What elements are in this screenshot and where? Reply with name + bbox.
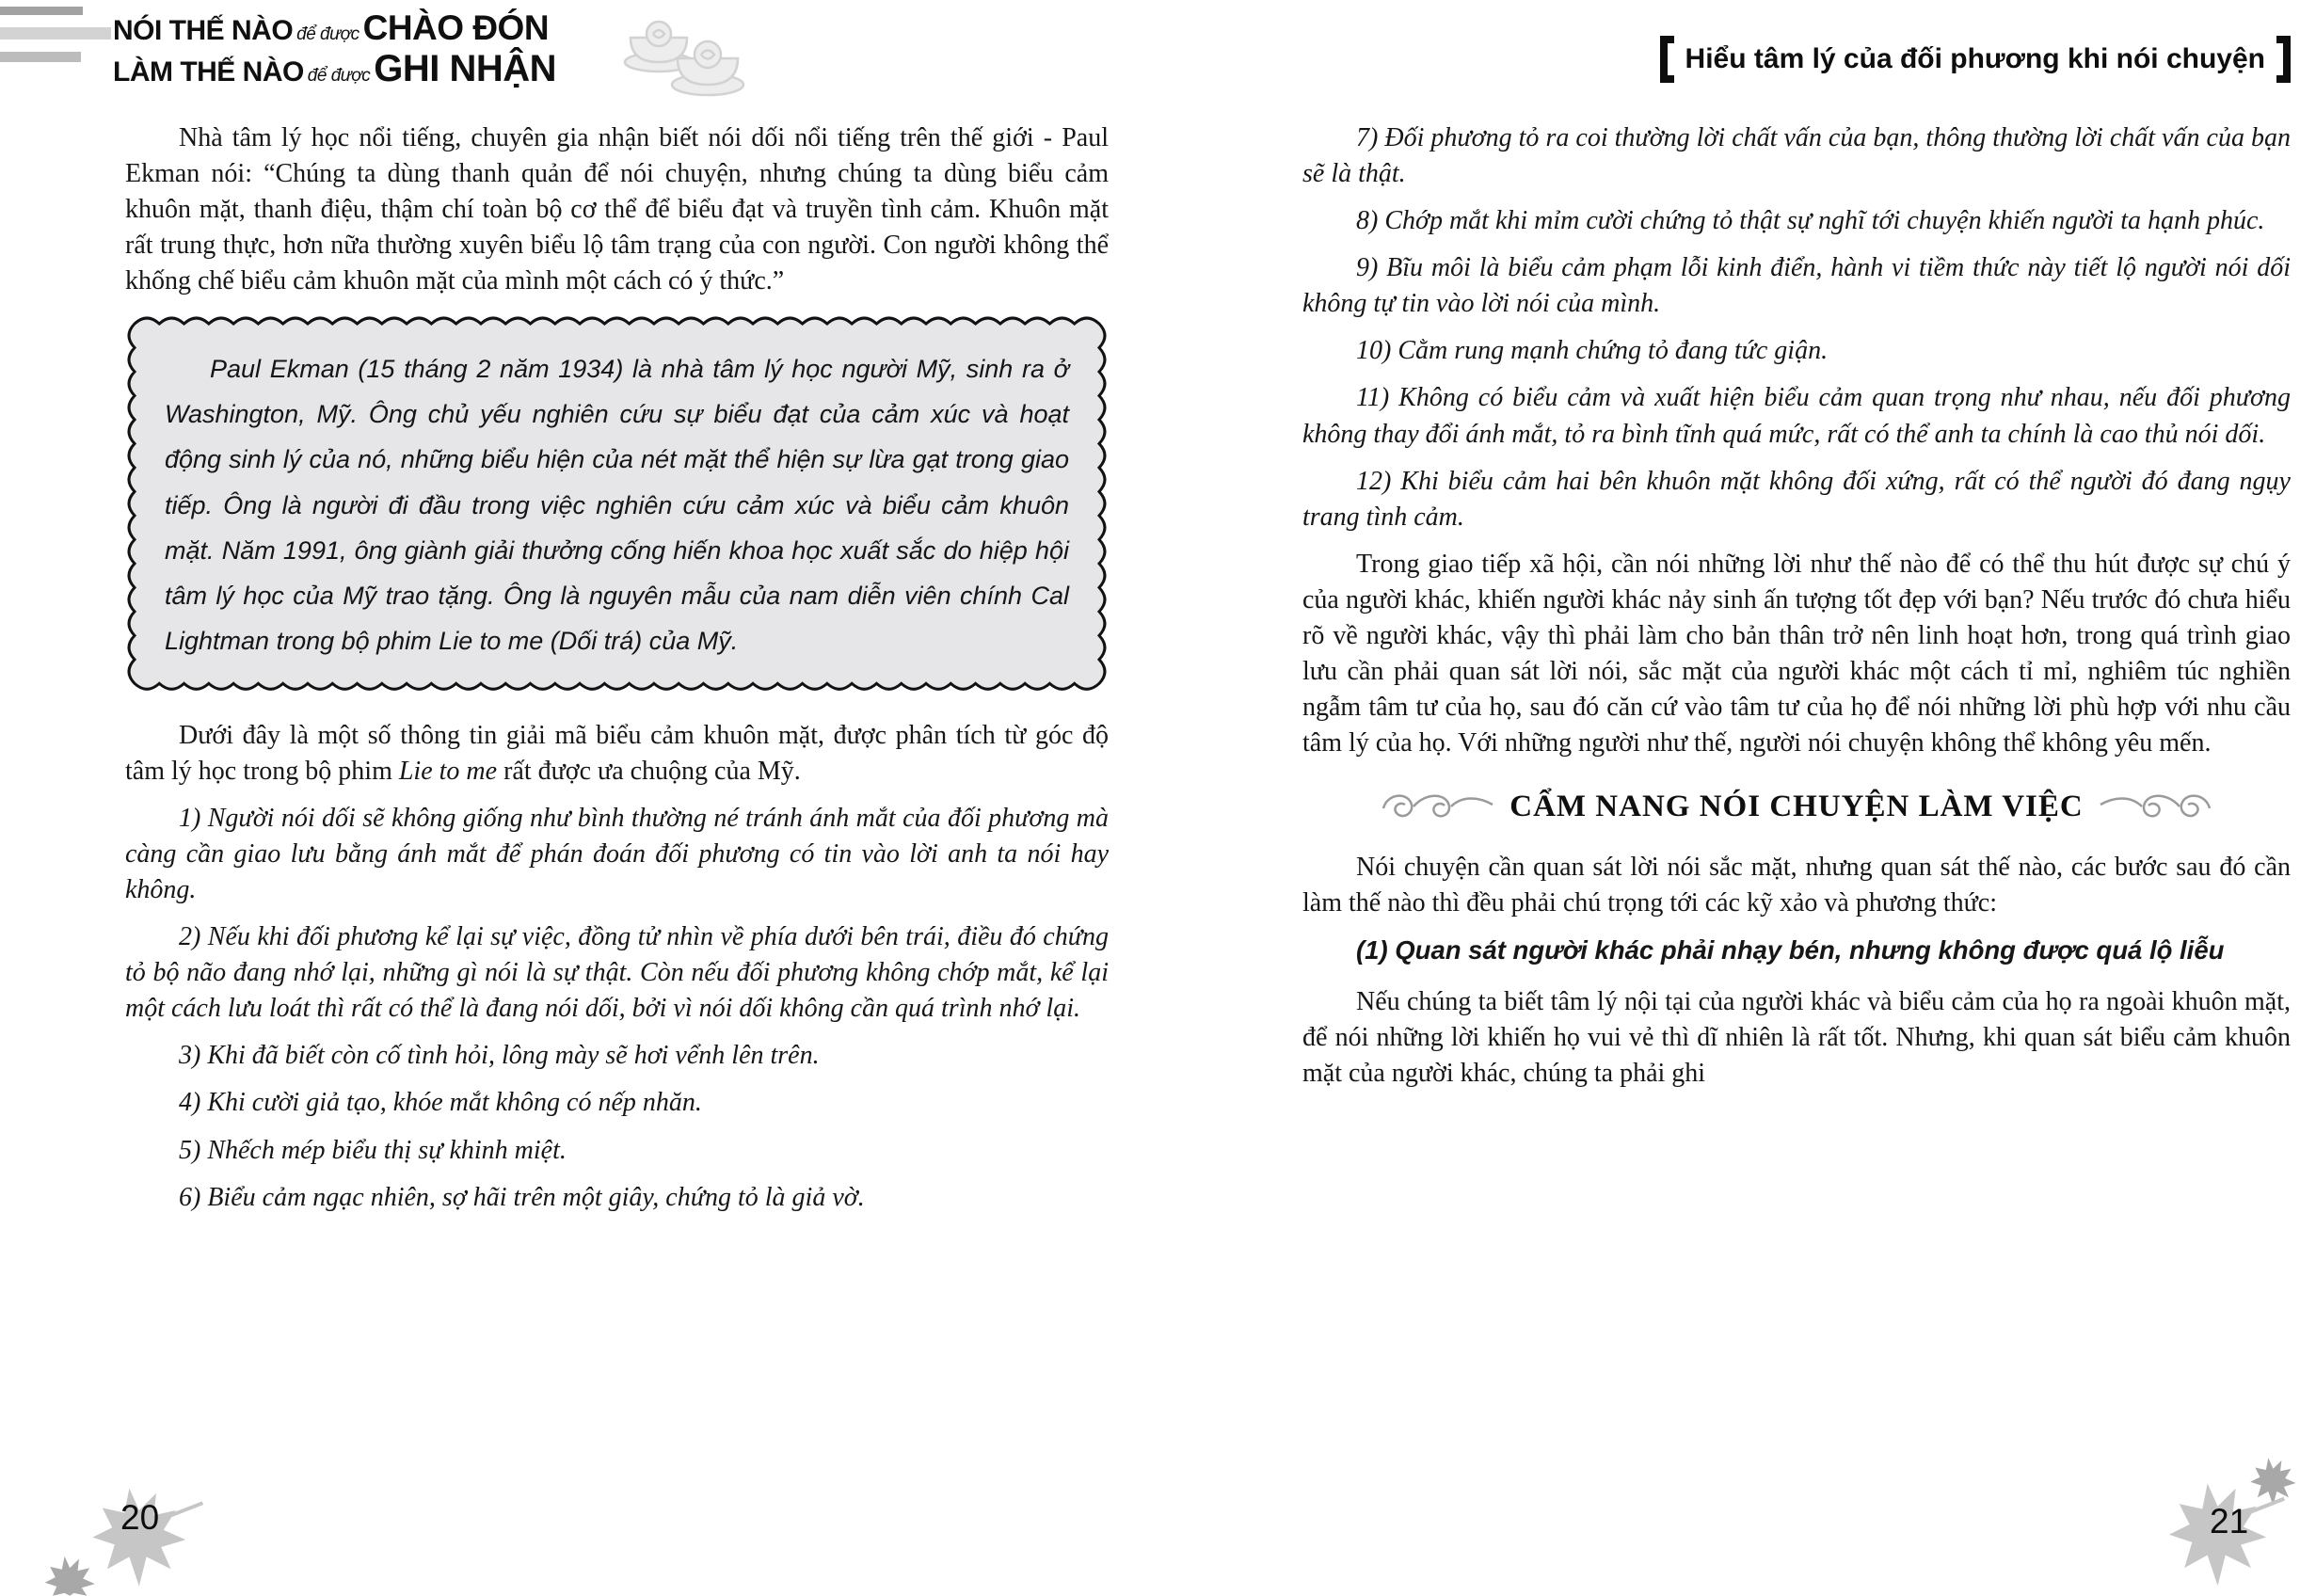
flourish-left-icon <box>1382 786 1494 827</box>
paul-ekman-bio-text: Paul Ekman (15 tháng 2 năm 1934) là nhà tâm lý học người Mỹ, sinh ra ở Washington, Mỹ. Ông chủ yếu nghiên cứu sự biểu đạt của cảm xúc và hoạt động sinh lý của nó, những biểu hiện của nét mặt thể hiện sự lừa gạt trong giao tiếp. Ông là người đi đầu trong việc nghiên cứu cảm xúc và biểu cảm khuôn mặt. Năm 1991, ông giành giải thưởng cống hiến khoa học xuất sắc do hiệp hội tâm lý học của Mỹ trao tặng. Ông là nguyên mẫu của nam diễn viên chính Cal Lightman trong bộ phim Lie to me (Dối trá) của Mỹ. <box>165 355 1069 655</box>
numbered-item-3: 3) Khi đã biết còn cố tình hỏi, lông mày sẽ hơi vểnh lên trên. <box>179 1041 820 1071</box>
movie-title: Lie to me <box>398 756 498 786</box>
left-page-header <box>0 0 1150 113</box>
numbered-item-5: 5) Nhếch mép biểu thị sự khinh miệt. <box>179 1135 567 1165</box>
paragraph-social-talk: Trong giao tiếp xã hội, cần nói những lời như thế nào để có thể thu hút được sự chú ý của người khác, khiến người khác nảy sinh ấn tượng tốt đẹp với bạn? Nếu trước đó chưa hiểu rõ về người khác, vậy thì phải làm cho bản thân trở nên linh hoạt hơn, trong quá trình giao lưu cần phải quan sát lời nói, sắc mặt của người khác một cách tỉ mỉ, nghiêm túc nghiền ngẫm tâm tư của họ, sau đó căn cứ vào tâm tư của họ để nói những lời phù hợp với nhu cầu tâm lý của họ. Với những người như thế, người nói chuyện không thể không yêu mến. <box>1302 549 2291 758</box>
numbered-item-1: 1) Người nói dối sẽ không giống như bình thường né tránh ánh mắt của đối phương mà càng cần giao lưu bằng ánh mắt để phán đoán đối phương có tin vào lời anh ta nói hay không. <box>125 803 1109 905</box>
flourish-right-icon <box>2099 786 2212 827</box>
numbered-item-4: 4) Khi cười giả tạo, khóe mắt không có nếp nhăn. <box>179 1088 702 1118</box>
chapter-title: Hiểu tâm lý của đối phương khi nói chuyện <box>1685 43 2265 74</box>
section-heading-text: CẨM NANG NÓI CHUYỆN LÀM VIỆC <box>1509 789 2084 823</box>
paul-ekman-info-box <box>125 314 1109 693</box>
left-running-title <box>113 8 557 89</box>
page-number: 21 <box>2210 1502 2249 1540</box>
left-page-text-column <box>125 120 1109 1227</box>
numbered-item-6: 6) Biểu cảm ngạc nhiên, sợ hãi trên một giây, chứng tỏ là giả vờ. <box>179 1182 865 1212</box>
running-title-line2: LÀM THẾ NÀO để được GHI NHẬN <box>113 47 557 89</box>
left-bracket-decoration <box>1660 36 1674 83</box>
section-heading <box>1302 786 2291 827</box>
paragraph-intro-list: Dưới đây là một số thông tin giải mã biểu cảm khuôn mặt, được phân tích từ góc độ tâm lý học trong bộ phim Lie to me rất được ưa chuộng của Mỹ. <box>125 720 1109 786</box>
right-bracket-decoration <box>2276 36 2291 83</box>
numbered-item-2: 2) Nếu khi đối phương kể lại sự việc, đồng tử nhìn về phía dưới bên trái, điều đó chứng tỏ bộ não đang nhớ lại, những gì nói là sự thật. Còn nếu đối phương không chớp mắt, kể lại một cách lưu loát thì rất có thể là đang nói dối, bởi vì nói dối không cần quá trình nhớ lại. <box>125 922 1109 1024</box>
numbered-item-7: 7) Đối phương tỏ ra coi thường lời chất vấn của bạn, thông thường lời chất vấn của bạn sẽ là thật. <box>1302 123 2291 189</box>
page-number-area-left <box>83 1474 205 1596</box>
right-page-text-column <box>1302 120 2291 1103</box>
page-number: 20 <box>120 1498 160 1537</box>
numbered-item-11: 11) Không có biểu cảm và xuất hiện biểu cảm quan trọng như nhau, nếu đối phương không thay đổi ánh mắt, tỏ ra bình tĩnh quá mức, rất có thể anh ta chính là cao thủ nói dối. <box>1302 383 2291 449</box>
right-page-header <box>1660 36 2291 83</box>
numbered-item-12: 12) Khi biểu cảm hai bên khuôn mặt không đối xứng, rất có thể người đó đang ngụy trang tình cảm. <box>1302 466 2291 532</box>
numbered-item-10: 10) Cằm rung mạnh chứng tỏ đang tức giận. <box>1356 336 1829 366</box>
running-title-line1: NÓI THẾ NÀO để được CHÀO ĐÓN <box>113 8 550 47</box>
subpoint-1: (1) Quan sát người khác phải nhạy bén, nhưng không được quá lộ liễu <box>1356 935 2225 966</box>
paragraph-ekman-quote: Nhà tâm lý học nổi tiếng, chuyên gia nhận biết nói dối nổi tiếng trên thế giới - Paul Ekman nói: “Chúng ta dùng thanh quản để nói chuyện, nhưng chúng ta dùng biểu cảm khuôn mặt, thanh điệu, thậm chí toàn bộ cơ thể để biểu đạt và truyền tình cảm. Khuôn mặt rất trung thực, hơn nữa thường xuyên biểu lộ tâm trạng của con người. Con người không thể khống chế biểu cảm khuôn mặt của mình một cách có ý thức.” <box>125 123 1109 296</box>
teacups-decoration-icon <box>610 9 760 104</box>
numbered-item-8: 8) Chớp mắt khi mỉm cười chứng tỏ thật sự nghĩ tới chuyện khiến người ta hạnh phúc. <box>1356 206 2265 236</box>
paragraph-observe: Nói chuyện cần quan sát lời nói sắc mặt, nhưng quan sát thế nào, các bước sau đó cần làm thế nào thì đều phải chú trọng tới các kỹ xảo và phương thức: <box>1302 853 2291 918</box>
page-right <box>1150 0 2300 1596</box>
paragraph-inner-psychology: Nếu chúng ta biết tâm lý nội tại của người khác và biểu cảm của họ ra ngoài khuôn mặt, để nói những lời khiến họ vui vẻ thì dĩ nhiên là rất tốt. Nhưng, khi quan sát biểu cảm khuôn mặt của người khác, chúng ta phải ghi <box>1302 986 2291 1089</box>
numbered-item-9: 9) Bĩu môi là biểu cảm phạm lỗi kinh điển, hành vi tiềm thức này tiết lộ người nói dối không tự tin vào lời nói của mình. <box>1302 253 2291 319</box>
page-number-area-right <box>2157 1468 2289 1596</box>
